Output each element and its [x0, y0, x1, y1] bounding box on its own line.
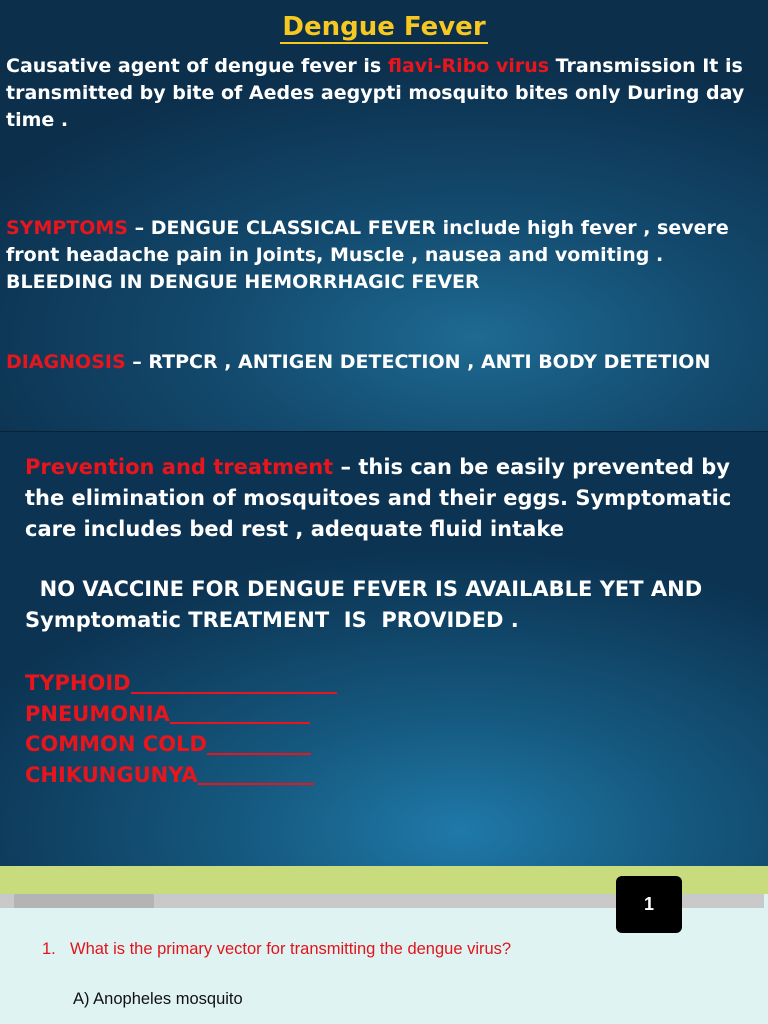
quiz-option-a[interactable]: A) Anopheles mosquito	[73, 990, 243, 1008]
list-item: CHIKUNGUNYA	[25, 760, 337, 791]
slide-title: Dengue Fever	[282, 12, 486, 42]
causative-lead: Causative agent of dengue fever is	[6, 55, 388, 77]
quiz-question	[42, 940, 511, 959]
question-text: What is the primary vector for transmitting the dengue virus?	[70, 940, 512, 958]
slide-number-badge	[616, 876, 682, 933]
vaccine-paragraph	[25, 574, 760, 636]
prevention-paragraph	[25, 452, 760, 545]
symptoms-paragraph	[6, 215, 762, 296]
question-number: 1.	[42, 940, 56, 958]
fill-blank-line	[207, 733, 311, 755]
gray-strip-segment	[14, 894, 154, 908]
fill-blank-line	[198, 763, 314, 785]
list-item: TYPHOID	[25, 668, 337, 699]
fill-blank-line	[131, 672, 337, 694]
diagnosis-text: – RTPCR , ANTIGEN DETECTION , ANTI BODY DETETION	[125, 351, 711, 373]
list-item: COMMON COLD	[25, 729, 337, 760]
slide-title-wrapper	[0, 12, 768, 42]
diagnosis-label: DIAGNOSIS	[6, 351, 126, 373]
slide-prevention	[0, 432, 768, 866]
transmission-text: Transmission It is transmitted by bite of Aedes aegypti mosquito bites only During day time .	[6, 55, 745, 131]
slide-dengue-overview	[0, 0, 768, 432]
list-item: PNEUMONIA	[25, 699, 337, 730]
prevention-label: Prevention and treatment	[25, 455, 334, 479]
slide-number: 1	[643, 894, 654, 914]
vaccine-text: NO VACCINE FOR DENGUE FEVER IS AVAILABLE YET AND Symptomatic TREATMENT IS PROVIDED .	[25, 577, 710, 632]
symptoms-label: SYMPTOMS	[6, 217, 128, 239]
disease-list	[25, 668, 337, 790]
causative-paragraph	[6, 53, 762, 134]
symptoms-text: – DENGUE CLASSICAL FEVER include high fever , severe front headache pain in Joints, Muscle , nausea and vomiting . BLEEDING IN DENGUE HEMORRHAGIC FEVER	[6, 217, 729, 293]
prevention-text: – this can be easily prevented by the elimination of mosquitoes and their eggs. Symptomatic care includes bed rest , adequate fluid intake	[25, 455, 732, 541]
causative-agent: flavi-Ribo virus	[387, 55, 550, 77]
diagnosis-paragraph	[6, 349, 762, 376]
fill-blank-line	[170, 702, 310, 724]
